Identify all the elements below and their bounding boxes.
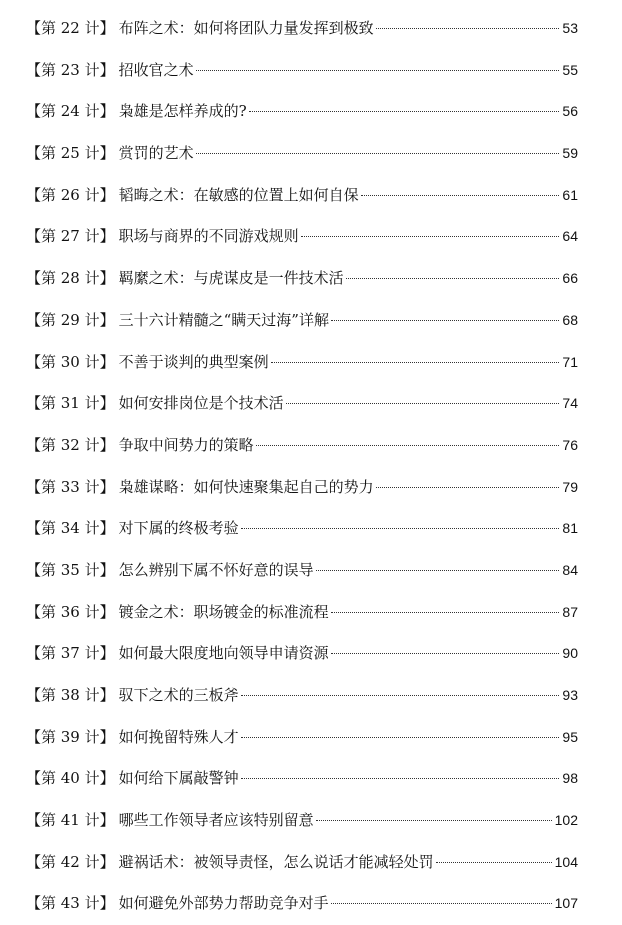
toc-entry-40[interactable] [26,758,578,800]
toc-entry-page: 71 [562,353,578,370]
dot-leader [361,195,560,196]
toc-entry-title[interactable]: 如何给下属敲警钟 [118,769,239,788]
toc-entry-26[interactable] [26,175,578,217]
dot-leader [249,111,560,112]
toc-entry-title[interactable]: 如何避免外部势力帮助竞争对手 [118,894,329,913]
toc-entry-title[interactable]: 哪些工作领导者应该特别留意 [118,811,314,830]
dot-leader [301,236,560,237]
dot-leader [436,862,552,863]
toc-entry-37[interactable] [26,633,578,675]
toc-entry-number: 【第 26 计】 [26,185,115,204]
dot-leader [241,695,560,696]
toc-entry-title[interactable]: 驭下之术的三板斧 [118,686,239,704]
toc-entry-22[interactable] [26,8,578,50]
toc-entry-43[interactable] [26,883,578,925]
toc-entry-title[interactable]: 如何挽留特殊人才 [118,727,239,746]
toc-entry-page: 59 [562,145,578,162]
toc-entry-title[interactable]: 三十六计精髓之“瞒天过海”详解 [118,310,329,329]
toc-entry-page: 84 [562,561,578,578]
dot-leader [241,737,560,738]
dot-leader [331,653,560,654]
toc-entry-title[interactable]: 布阵之术：如何将团队力量发挥到极致 [118,19,374,37]
toc-entry-38[interactable] [26,675,578,717]
toc-entry-number: 【第 31 计】 [26,394,115,413]
dot-leader [286,403,560,404]
dot-leader [241,528,560,529]
toc-entry-page: 66 [562,270,578,287]
toc-entry-page: 95 [562,728,578,745]
toc-entry-page: 98 [562,770,578,787]
toc-entry-28[interactable] [26,258,578,300]
toc-entry-36[interactable] [26,592,578,634]
toc-entry-29[interactable] [26,300,578,342]
toc-entry-25[interactable] [26,133,578,175]
toc-entry-page: 68 [562,311,578,328]
toc-entry-page: 90 [562,645,578,662]
toc-entry-title[interactable]: 韬晦之术：在敏感的位置上如何自保 [118,185,359,204]
toc-entry-title[interactable]: 枭雄谋略：如何快速聚集起自己的势力 [118,477,374,496]
dot-leader [346,278,560,279]
toc-entry-number: 【第 30 计】 [26,352,115,371]
toc-entry-34[interactable] [26,508,578,550]
toc-entry-number: 【第 36 计】 [26,602,115,621]
dot-leader [376,487,560,488]
dot-leader [316,820,552,821]
toc-entry-page: 74 [562,395,578,412]
toc-entry-page: 107 [554,895,578,912]
toc-entry-title[interactable]: 对下属的终极考验 [118,519,239,538]
toc-entry-number: 【第 29 计】 [26,310,115,329]
toc-entry-30[interactable] [26,342,578,384]
toc-entry-title[interactable]: 不善于谈判的典型案例 [118,352,269,371]
toc-entry-title[interactable]: 争取中间势力的策略 [118,435,254,454]
toc-entry-32[interactable] [26,425,578,467]
toc-entry-35[interactable] [26,550,578,592]
toc-entry-title[interactable]: 招收官之术 [118,60,194,79]
toc-entry-number: 【第 27 计】 [26,227,115,246]
toc-entry-number: 【第 41 计】 [26,811,115,830]
toc-entry-page: 93 [562,687,578,703]
toc-entry-41[interactable] [26,800,578,842]
dot-leader [376,28,560,29]
toc-entry-page: 55 [562,61,578,78]
toc-entry-title[interactable]: 如何安排岗位是个技术活 [118,394,284,413]
toc-entry-39[interactable] [26,717,578,759]
toc-entry-title[interactable]: 避祸话术：被领导责怪，怎么说话才能减轻处罚 [118,852,434,871]
toc-entry-31[interactable] [26,383,578,425]
toc-entry-number: 【第 25 计】 [26,144,115,163]
toc-entry-27[interactable] [26,216,578,258]
toc-entry-title[interactable]: 职场与商界的不同游戏规则 [118,227,299,246]
toc-entry-title[interactable]: 如何最大限度地向领导申请资源 [118,644,329,663]
toc-entry-title[interactable]: 赏罚的艺术 [118,144,194,163]
toc-entry-page: 53 [562,20,578,36]
toc-entry-number: 【第 43 计】 [26,894,115,913]
toc-entry-33[interactable] [26,467,578,509]
dot-leader [331,903,552,904]
dot-leader [331,320,559,321]
toc-entry-number: 【第 39 计】 [26,727,115,746]
toc-entry-number: 【第 32 计】 [26,435,115,454]
toc-entry-24[interactable] [26,91,578,133]
dot-leader [256,445,560,446]
toc-entry-title[interactable]: 枭雄是怎样养成的? [118,102,247,121]
toc-entry-42[interactable] [26,842,578,884]
toc-entry-page: 76 [562,436,578,453]
toc-entry-number: 【第 23 计】 [26,60,115,79]
dot-leader [271,362,560,363]
toc-entry-title[interactable]: 怎么辨别下属不怀好意的误导 [118,560,314,579]
table-of-contents [26,8,578,925]
toc-entry-page: 104 [554,853,578,870]
toc-entry-number: 【第 42 计】 [26,852,115,871]
toc-entry-number: 【第 38 计】 [26,686,115,704]
toc-entry-page: 56 [562,103,578,120]
toc-entry-page: 64 [562,228,578,245]
toc-entry-page: 61 [562,186,578,203]
toc-entry-page: 102 [554,812,578,829]
toc-entry-number: 【第 35 计】 [26,560,115,579]
dot-leader [196,70,560,71]
dot-leader [331,612,560,613]
dot-leader [316,570,560,571]
toc-entry-title[interactable]: 羁縻之术：与虎谋皮是一件技术活 [118,269,344,288]
dot-leader [196,153,560,154]
toc-entry-number: 【第 33 计】 [26,477,115,496]
toc-entry-number: 【第 37 计】 [26,644,115,663]
toc-entry-page: 87 [562,603,578,620]
toc-entry-title[interactable]: 镀金之术：职场镀金的标准流程 [118,602,329,621]
toc-entry-number: 【第 40 计】 [26,769,115,788]
toc-entry-number: 【第 24 计】 [26,102,115,121]
toc-entry-number: 【第 34 计】 [26,519,115,538]
dot-leader [241,778,560,779]
toc-entry-page: 79 [562,478,578,495]
toc-entry-page: 81 [562,520,578,537]
toc-entry-23[interactable] [26,50,578,92]
toc-entry-number: 【第 22 计】 [26,19,115,37]
toc-entry-number: 【第 28 计】 [26,269,115,288]
